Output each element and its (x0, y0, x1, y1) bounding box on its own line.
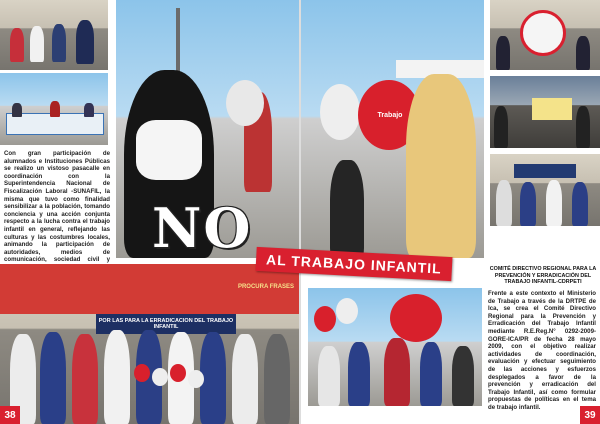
procura-sign: PROCURA FRASES (237, 284, 295, 290)
sign-photo (490, 0, 600, 70)
right-page (300, 0, 600, 424)
group-photo (0, 264, 300, 424)
committee-heading: COMITÉ DIRECTIVO REGIONAL PARA LA PREVENCIÓN Y ERRADICACIÓN DEL TRABAJO INFANTIL-CDRPETI (489, 266, 597, 286)
parade-caption: Con gran participación de alumnados e Instituciones Públicas se realizo un vistoso pasacalle en coordinación con la Superintendencia Nacional de Fiscalización Laboral -SUNAFIL, la misma que tuvo como finalidad sensibilizar a la población, tomando conciencia y una acción conjunta respecto a la lucha contra el trabajo infantil en general, reflejando las culturas y las costumbres locales, animando la participación de autoridades, medios de comunicación, sociedad civil y (4, 150, 110, 264)
parade-banner-photo (0, 73, 108, 145)
committee-text: Frente a este contexto el Ministerio de Trabajo a través de la DRTPE de Ica, se crea el Comité Directivo Regional para la Prevención y Erradicación del Trabajo Infantil mediante R.E.Reg.N° 0292-2009-GORE-ICA/PR de fecha 28 mayo 2009, con el objetivo realizar actividades de coordinación, evaluación y efectuar seguimiento de las acciones y esfuerzos desplegados a favor de la prevención y erradicación del Trabajo Infantil, así como formular propuestas de políticas en el tema de trabajo infantil. (488, 290, 596, 411)
headline-bar: AL TRABAJO INFANTIL (256, 247, 453, 281)
poster-photo (490, 76, 600, 148)
page-number-left: 38 (0, 406, 20, 424)
parade-photo-top-left (0, 0, 108, 70)
march-photo (490, 154, 600, 226)
spread-fold (299, 0, 301, 424)
event-photo (308, 288, 482, 406)
group-banner: POR LAS PARA LA ERRADICACION DEL TRABAJO INFANTIL (96, 314, 236, 334)
page-number-right: 39 (580, 406, 600, 424)
main-balloon-photo-right (300, 0, 484, 258)
headline-no: NO (152, 196, 253, 260)
balloon-label: Trabajo (377, 112, 403, 119)
